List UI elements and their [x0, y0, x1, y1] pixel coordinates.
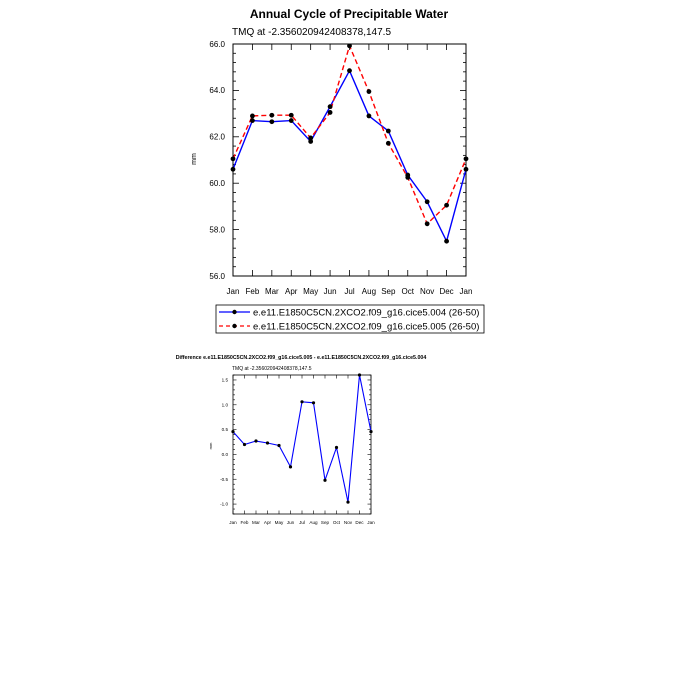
x-tick-label-apr-3: Apr: [263, 520, 272, 525]
y-tick-label-1: -0.5: [220, 476, 228, 482]
data-point-s1-6: [300, 400, 303, 403]
data-point-s1-7: [312, 401, 315, 404]
data-point-s1-2: [254, 439, 257, 442]
y-tick-label-4: 1.0: [221, 402, 228, 408]
x-tick-label-sep-8: Sep: [320, 520, 330, 525]
legend-label-series-1: e.e11.E1850C5CN.2XCO2.f09_g16.cice5.004 (26-50): [253, 307, 480, 319]
y-tick-label-5: 66.0: [209, 39, 225, 49]
x-tick-label-jan-12: Jan: [459, 287, 473, 296]
y-tick-label-3: 0.5: [221, 427, 228, 433]
legend-marker-series-1: [232, 310, 236, 314]
data-point-s1-7: [367, 114, 372, 119]
y-tick-label-1: 58.0: [209, 225, 225, 235]
main-chart-subtitle: TMQ at -2.356020942408378,147.5: [232, 27, 392, 38]
data-point-s1-11: [358, 373, 361, 376]
data-point-s2-2: [269, 113, 274, 118]
x-tick-label-jul-6: Jul: [344, 287, 355, 296]
data-point-s1-1: [250, 118, 255, 123]
y-tick-label-2: 60.0: [209, 179, 225, 188]
main-plot-frame: [233, 44, 466, 276]
difference-x-tick-labels: [229, 520, 375, 525]
data-point-s2-0: [231, 156, 236, 161]
x-tick-label-apr-3: Apr: [285, 287, 298, 296]
main-series-group: [231, 43, 469, 243]
data-point-s1-5: [289, 465, 292, 468]
y-tick-label-5: 1.5: [221, 377, 228, 383]
difference-series-group: [231, 373, 372, 503]
data-point-s1-12: [464, 167, 469, 172]
x-tick-label-dec-11: Dec: [439, 287, 454, 296]
x-tick-label-mar-2: Mar: [252, 520, 260, 525]
difference-chart-title: Difference e.e11.E1850C5CN.2XCO2.f09_g16.cice5.005 - e.e11.E1850C5CN.2XCO2.f09_g16.cice5.004: [175, 355, 427, 361]
y-tick-label-0: -1.0: [220, 501, 228, 507]
x-tick-label-jan-12: Jan: [367, 520, 375, 525]
x-tick-label-jun-5: Jun: [286, 520, 295, 525]
data-point-s2-12: [464, 156, 469, 161]
x-tick-label-jan-0: Jan: [226, 287, 240, 296]
x-tick-label-feb-1: Feb: [240, 520, 249, 525]
x-tick-label-jun-5: Jun: [323, 287, 337, 296]
y-tick-label-4: 64.0: [209, 86, 225, 96]
series-line-1: [233, 71, 466, 242]
x-tick-label-sep-8: Sep: [381, 287, 396, 296]
legend-marker-series-2: [232, 324, 236, 328]
data-point-s2-11: [444, 203, 449, 208]
x-tick-label-may-4: May: [274, 520, 284, 525]
data-point-s2-1: [250, 114, 255, 119]
y-tick-label-0: 56.0: [209, 271, 225, 281]
main-chart-ylabel: mm: [191, 153, 198, 165]
series-line-1: [233, 375, 371, 502]
data-point-s1-3: [289, 118, 294, 123]
main-y-tick-labels: [209, 40, 225, 281]
difference-chart: [176, 355, 427, 525]
data-point-s1-8: [386, 129, 391, 134]
y-tick-label-2: 0.0: [221, 452, 228, 458]
data-point-s2-5: [328, 110, 333, 115]
data-point-s1-5: [328, 104, 333, 109]
data-point-s2-7: [367, 89, 372, 94]
data-point-s1-1: [243, 443, 246, 446]
data-point-s1-4: [277, 444, 280, 447]
data-point-s2-10: [425, 221, 430, 226]
x-tick-label-feb-1: Feb: [245, 287, 260, 296]
x-tick-label-nov-10: Nov: [420, 287, 435, 296]
main-axis-ticks: [233, 44, 466, 276]
data-point-s1-6: [347, 68, 352, 73]
x-tick-label-aug-7: Aug: [361, 287, 377, 296]
data-point-s1-10: [425, 199, 430, 204]
x-tick-label-jul-6: Jul: [299, 520, 305, 525]
data-point-s2-8: [386, 141, 391, 146]
data-point-s2-4: [308, 136, 313, 141]
difference-plot-frame: [233, 375, 371, 514]
legend-label-series-2: e.e11.E1850C5CN.2XCO2.f09_g16.cice5.005 (26-50): [253, 321, 480, 333]
difference-chart-subtitle: TMQ at -2.356020942408378,147.5: [232, 366, 312, 372]
main-legend: [216, 305, 484, 333]
main-x-tick-labels: [227, 287, 473, 296]
x-tick-label-mar-2: Mar: [264, 287, 279, 296]
data-point-s2-9: [405, 175, 410, 180]
data-point-s1-0: [231, 167, 236, 172]
data-point-s1-2: [269, 119, 274, 124]
x-tick-label-nov-10: Nov: [343, 520, 353, 525]
data-point-s1-11: [444, 239, 449, 244]
data-point-s1-0: [231, 430, 234, 433]
x-tick-label-jan-0: Jan: [229, 520, 237, 525]
main-chart: [191, 7, 484, 333]
y-tick-label-3: 62.0: [209, 132, 225, 142]
data-point-s1-10: [346, 500, 349, 503]
data-point-s1-8: [323, 479, 326, 482]
data-point-s1-3: [266, 441, 269, 444]
x-tick-label-aug-7: Aug: [309, 520, 318, 525]
difference-axis-ticks: [233, 375, 371, 514]
data-point-s1-12: [369, 430, 372, 433]
data-point-s1-9: [335, 446, 338, 449]
x-tick-label-dec-11: Dec: [355, 520, 364, 525]
data-point-s2-3: [289, 113, 294, 118]
x-tick-label-oct-9: Oct: [401, 287, 414, 296]
difference-y-tick-labels: [220, 378, 228, 507]
main-chart-title: Annual Cycle of Precipitable Water: [249, 7, 449, 21]
x-tick-label-oct-9: Oct: [332, 520, 341, 525]
x-tick-label-may-4: May: [303, 287, 319, 296]
difference-chart-ylabel: mm: [208, 442, 213, 450]
data-point-s2-6: [347, 43, 352, 48]
